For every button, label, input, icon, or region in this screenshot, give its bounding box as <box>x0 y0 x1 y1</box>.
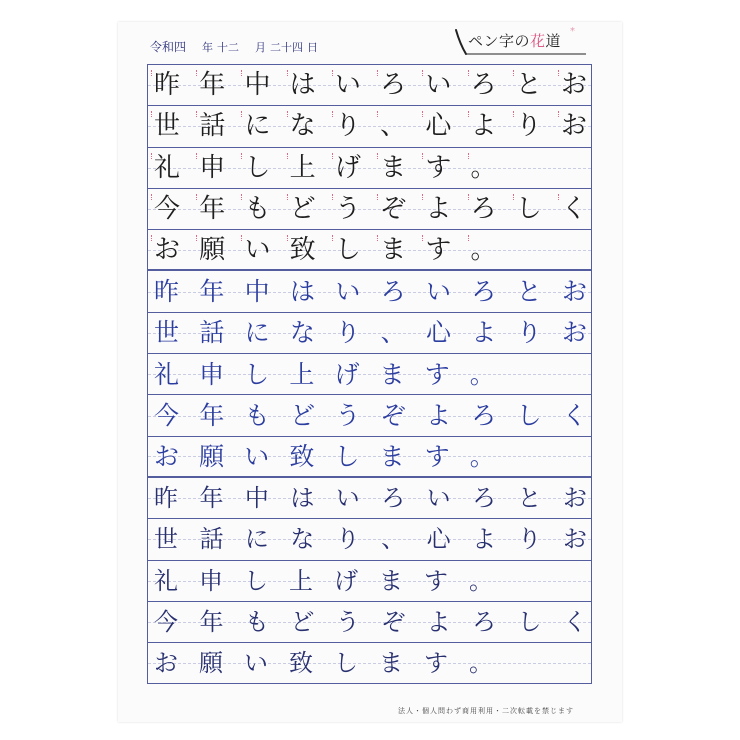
practice-character: い <box>425 277 451 307</box>
practice-line-text <box>154 561 587 601</box>
practice-row <box>147 148 592 189</box>
practice-character: 年 <box>199 70 226 101</box>
practice-character: 昨 <box>154 277 180 307</box>
practice-character: 心 <box>426 525 451 554</box>
practice-character: お <box>562 525 587 554</box>
brand-name <box>468 30 561 51</box>
practice-character: 年 <box>199 484 224 513</box>
brand-name-post: 道 <box>545 32 562 50</box>
practice-line-text <box>154 313 587 353</box>
practice-character: い <box>425 70 452 101</box>
practice-character: 世 <box>154 525 178 554</box>
practice-character: よ <box>426 608 451 636</box>
practice-line-text <box>154 354 587 394</box>
practice-character: お <box>561 277 587 307</box>
practice-character: ま <box>380 152 407 183</box>
day-suffix: 日 <box>307 41 319 54</box>
practice-line-text <box>154 148 587 188</box>
practice-character: 願 <box>199 441 225 471</box>
practice-character: し <box>334 441 360 471</box>
practice-character: お <box>560 111 587 142</box>
month-suffix: 月 <box>255 41 267 54</box>
practice-character: 、 <box>381 525 406 554</box>
practice-row <box>147 230 592 271</box>
practice-row <box>147 437 592 478</box>
practice-character: は <box>289 277 315 307</box>
practice-character: ろ <box>381 484 406 513</box>
practice-line-text <box>154 189 587 229</box>
practice-character: 世 <box>154 318 180 348</box>
practice-character: す <box>424 359 450 389</box>
practice-row <box>147 395 592 436</box>
practice-character: い <box>244 441 270 471</box>
practice-character: ろ <box>380 277 406 307</box>
practice-character: も <box>244 401 270 431</box>
practice-character: と <box>516 277 542 307</box>
practice-line-text <box>154 478 587 518</box>
practice-character: よ <box>471 318 497 348</box>
practice-character: く <box>560 194 587 225</box>
practice-character: 昨 <box>154 484 178 513</box>
practice-character: 礼 <box>154 566 178 595</box>
practice-character: 、 <box>380 111 407 142</box>
practice-character: 世 <box>154 111 181 142</box>
practice-character: 願 <box>199 234 226 265</box>
practice-character: 話 <box>199 318 225 348</box>
practice-character: 心 <box>425 111 452 142</box>
practice-row <box>147 602 592 643</box>
practice-character: り <box>334 111 361 142</box>
practice-row <box>147 354 592 395</box>
brand-logo <box>452 24 592 54</box>
practice-character: す <box>425 152 452 183</box>
practice-character: す <box>424 566 448 595</box>
practice-character: ど <box>289 194 316 225</box>
practice-character: い <box>334 70 361 101</box>
practice-line-text <box>154 519 587 559</box>
practice-character: よ <box>470 111 497 142</box>
practice-character: お <box>560 70 587 101</box>
practice-character: 今 <box>154 608 178 636</box>
practice-character: う <box>335 608 360 636</box>
practice-line-text <box>154 271 587 311</box>
practice-row <box>147 643 592 684</box>
practice-character: お <box>154 649 178 678</box>
month-value: 十二 <box>217 41 240 54</box>
practice-character: は <box>289 70 316 101</box>
practice-character: り <box>515 111 542 142</box>
practice-character: し <box>244 152 271 183</box>
practice-line-text <box>154 437 587 476</box>
practice-line-text <box>154 395 587 435</box>
practice-character: よ <box>425 194 452 225</box>
practice-character: ろ <box>472 608 497 636</box>
practice-character: 昨 <box>154 70 181 101</box>
practice-character: よ <box>472 525 497 554</box>
practice-character: よ <box>425 401 451 431</box>
practice-row <box>147 519 592 560</box>
practice-character: 年 <box>199 194 226 225</box>
practice-character: ろ <box>472 484 497 513</box>
practice-character: い <box>426 484 451 513</box>
practice-character: と <box>517 484 542 513</box>
practice-character: 上 <box>289 359 315 389</box>
practice-character: し <box>244 566 268 595</box>
practice-character: し <box>244 359 270 389</box>
practice-character: す <box>424 649 448 678</box>
practice-row <box>147 65 592 106</box>
practice-character: 、 <box>380 318 406 348</box>
practice-character: 上 <box>289 152 316 183</box>
practice-character: な <box>289 111 316 142</box>
practice-character: し <box>515 194 542 225</box>
practice-character: ろ <box>471 401 497 431</box>
practice-character: ぞ <box>381 608 406 636</box>
practice-character: と <box>515 70 542 101</box>
practice-character: 話 <box>199 525 224 554</box>
practice-character: ま <box>379 359 405 389</box>
practice-character: 。 <box>469 441 495 471</box>
practice-character: ろ <box>470 194 497 225</box>
practice-character: 。 <box>470 234 497 265</box>
practice-character: 今 <box>154 401 180 431</box>
brand-name-pre: ペン字の <box>468 32 531 50</box>
practice-line-text <box>154 230 587 269</box>
practice-character: り <box>335 525 360 554</box>
practice-character: う <box>335 401 361 431</box>
practice-character: 礼 <box>154 152 181 183</box>
practice-character: し <box>334 649 358 678</box>
practice-character: に <box>244 318 270 348</box>
practice-character: お <box>561 318 587 348</box>
practice-row <box>147 106 592 147</box>
practice-character: に <box>244 111 271 142</box>
practice-character: い <box>244 649 268 678</box>
practice-character: ど <box>290 608 315 636</box>
copyright-notice: 法人・個人問わず商用利用・二次転載を禁じます <box>398 707 574 715</box>
practice-character: 今 <box>154 194 181 225</box>
practice-row <box>147 313 592 354</box>
practice-character: り <box>516 318 542 348</box>
practice-character: ま <box>379 441 405 471</box>
practice-character: に <box>244 525 269 554</box>
practice-character: し <box>334 234 361 265</box>
practice-character: 申 <box>199 152 226 183</box>
practice-character: 申 <box>199 566 223 595</box>
practice-character: ま <box>379 649 403 678</box>
practice-character: 礼 <box>154 359 180 389</box>
practice-row <box>147 561 592 602</box>
practice-character: 致 <box>289 649 313 678</box>
practice-character: す <box>424 441 450 471</box>
practice-character: し <box>516 401 542 431</box>
practice-character: も <box>244 608 269 636</box>
practice-character: 話 <box>199 111 226 142</box>
practice-character: り <box>517 525 542 554</box>
era-name: 令和四 <box>150 40 187 54</box>
practice-row <box>147 478 592 519</box>
practice-character: す <box>425 234 452 265</box>
year-suffix: 年 <box>202 41 214 54</box>
practice-grid <box>147 64 592 684</box>
practice-character: 申 <box>199 359 225 389</box>
practice-character: 致 <box>289 441 315 471</box>
practice-character: 中 <box>244 70 271 101</box>
practice-character: ぞ <box>380 401 406 431</box>
practice-character: お <box>562 484 587 513</box>
practice-character: し <box>517 608 542 636</box>
practice-character: り <box>335 318 361 348</box>
practice-character: げ <box>334 566 358 595</box>
practice-character: 年 <box>199 277 225 307</box>
practice-character: 年 <box>199 401 225 431</box>
practice-character: 年 <box>199 608 224 636</box>
practice-row <box>147 189 592 230</box>
practice-line-text <box>154 602 587 642</box>
practice-row <box>147 271 592 312</box>
practice-character: 。 <box>469 649 493 678</box>
practice-character: な <box>290 525 315 554</box>
practice-character: ま <box>379 566 403 595</box>
practice-character: う <box>334 194 361 225</box>
practice-character: 。 <box>470 152 497 183</box>
practice-line-text <box>154 643 587 683</box>
practice-character: い <box>335 277 361 307</box>
practice-line-text <box>154 65 587 105</box>
practice-character: お <box>154 441 180 471</box>
practice-character: も <box>244 194 271 225</box>
practice-character: お <box>154 234 181 265</box>
practice-character: げ <box>334 359 360 389</box>
practice-character: 中 <box>244 484 269 513</box>
practice-character: は <box>290 484 315 513</box>
practice-character: 。 <box>469 359 495 389</box>
practice-character: い <box>335 484 360 513</box>
practice-character: 心 <box>425 318 451 348</box>
practice-character: い <box>244 234 271 265</box>
practice-character: 願 <box>199 649 223 678</box>
practice-character: く <box>561 401 587 431</box>
practice-character: ど <box>289 401 315 431</box>
practice-character: ぞ <box>380 194 407 225</box>
practice-character: ろ <box>380 70 407 101</box>
date-line <box>150 38 318 55</box>
practice-character: ま <box>380 234 407 265</box>
practice-character: 中 <box>244 277 270 307</box>
day-value: 二十四 <box>270 41 304 54</box>
brand-name-accent: 花 <box>530 32 546 50</box>
practice-line-text <box>154 106 587 146</box>
practice-character: 上 <box>289 566 313 595</box>
practice-character: ろ <box>471 277 497 307</box>
practice-character: な <box>289 318 315 348</box>
practice-character: ろ <box>470 70 497 101</box>
flower-icon: * <box>570 26 575 37</box>
practice-character: く <box>562 608 587 636</box>
practice-character: 致 <box>289 234 316 265</box>
practice-character: 。 <box>469 566 493 595</box>
practice-character: げ <box>334 152 361 183</box>
